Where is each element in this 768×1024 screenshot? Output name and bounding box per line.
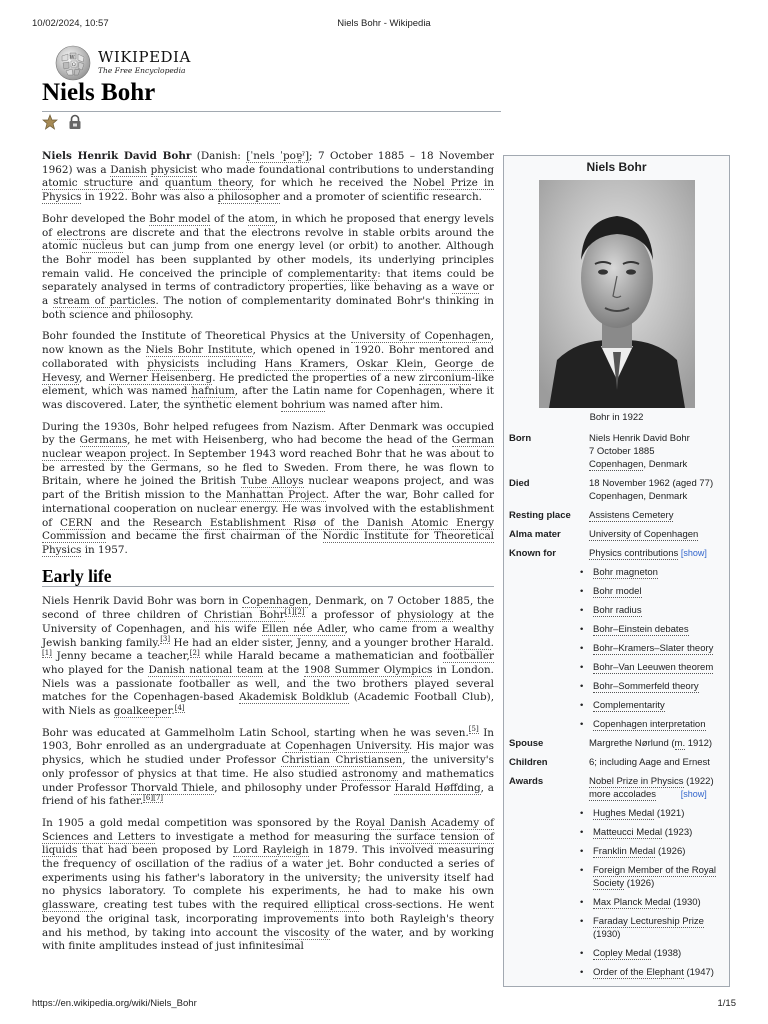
text: He had an elder sister, Jenny, and a younger brother bbox=[173, 636, 451, 649]
text: , Denmark bbox=[643, 459, 688, 470]
portrait-photo[interactable] bbox=[539, 180, 695, 408]
list-item bbox=[507, 563, 726, 582]
text: who made foundational contributions to understanding bbox=[200, 163, 494, 176]
link-cern[interactable]: CERN bbox=[60, 516, 93, 529]
award-year: (1926) bbox=[624, 878, 655, 889]
infobox-row-children bbox=[507, 753, 726, 772]
article-subject: Niels Henrik David Bohr bbox=[42, 150, 192, 162]
print-footer bbox=[32, 998, 736, 1012]
page-number: 1/15 bbox=[717, 998, 736, 1009]
link-physicist[interactable]: physicist bbox=[150, 163, 198, 176]
birth-date: 7 October 1885 bbox=[589, 446, 655, 457]
award-year: (1926) bbox=[655, 846, 686, 857]
death-place: Copenhagen, Denmark bbox=[589, 491, 688, 502]
portrait-caption: Bohr in 1922 bbox=[589, 412, 644, 423]
show-toggle[interactable]: [show] bbox=[680, 548, 707, 558]
spouse-name: Margrethe Nørlund bbox=[589, 738, 669, 749]
link-complementarity[interactable]: complementarity bbox=[287, 267, 378, 280]
link-known-item[interactable]: Bohr–Van Leeuwen theorem bbox=[593, 662, 714, 673]
lead-paragraph bbox=[42, 150, 494, 205]
text: During the 1930s, Bohr helped refugees from Nazism. After Denmark was occupied by the bbox=[42, 420, 494, 447]
known-for-list bbox=[507, 563, 726, 734]
list-item bbox=[507, 861, 726, 893]
link-surface-tension[interactable]: surface tension of liquids bbox=[42, 830, 494, 857]
text: , for which he received the bbox=[250, 177, 407, 190]
infobox-title: Niels Bohr bbox=[586, 160, 647, 174]
paragraph bbox=[42, 421, 494, 558]
link-copenhagen[interactable]: Copenhagen bbox=[589, 459, 644, 470]
known-label: Known for bbox=[509, 548, 556, 559]
text: , he met with Heisenberg, who had become the head of the bbox=[127, 434, 448, 447]
link-university-of-copenhagen[interactable]: University of Copenhagen bbox=[589, 529, 699, 540]
paragraph bbox=[42, 817, 494, 954]
award-year: (1930) bbox=[670, 897, 701, 908]
born-label: Born bbox=[509, 433, 532, 444]
link-harald[interactable]: Harald bbox=[454, 636, 491, 649]
link-niels-bohr-institute[interactable]: Niels Bohr Institute bbox=[145, 344, 253, 357]
link-1908-olympics[interactable]: 1908 Summer Olympics bbox=[303, 663, 433, 676]
text: , which opened in 1920. Bohr mentored and collaborated with bbox=[42, 344, 495, 370]
link-nordita[interactable]: Nordic Institute for Theoretical Physics bbox=[42, 530, 494, 556]
link-award[interactable]: Hughes Medal bbox=[593, 808, 655, 819]
list-item bbox=[507, 658, 726, 677]
death-date: 18 November 1962 (aged 77) bbox=[589, 478, 714, 489]
link-stream-of-particles[interactable]: stream of particles bbox=[53, 295, 156, 308]
text: 1912) bbox=[685, 738, 713, 749]
link-copenhagen[interactable]: Copenhagen bbox=[242, 595, 309, 608]
link-viscosity[interactable]: viscosity bbox=[284, 926, 330, 939]
text: , Denmark, on 7 October 1885, the second of three children of bbox=[42, 595, 494, 622]
print-header bbox=[32, 18, 736, 32]
link-footballer[interactable]: footballer bbox=[442, 650, 495, 663]
link-award[interactable]: Franklin Medal bbox=[593, 846, 656, 857]
article-badges bbox=[42, 114, 87, 130]
link-known-item[interactable]: Bohr radius bbox=[593, 605, 642, 616]
list-item bbox=[507, 715, 726, 734]
text: , a friend of his father. bbox=[42, 781, 494, 808]
lock-icon[interactable] bbox=[67, 114, 83, 130]
text: at the bbox=[267, 663, 300, 676]
award-year: (1930) bbox=[593, 929, 621, 940]
link-known-item[interactable]: Copenhagen interpretation bbox=[593, 719, 706, 730]
link-harald-hoffding[interactable]: Harald Høffding bbox=[394, 781, 481, 794]
birth-name: Niels Henrik David Bohr bbox=[589, 433, 690, 444]
link-nucleus[interactable]: nucleus bbox=[82, 240, 124, 253]
link-ellen-adler[interactable]: Ellen née Adler bbox=[261, 622, 345, 635]
text: . bbox=[171, 705, 175, 718]
text: . In September 1943 word reached Bohr that he was about to be arrested by the Germans, so he fled to Sweden. From there, he was flown to Britain, where he joined the British bbox=[42, 448, 494, 488]
list-item bbox=[507, 582, 726, 601]
link-wave[interactable]: wave bbox=[451, 281, 479, 294]
text: at the University of Copenhagen, and his wife bbox=[42, 609, 494, 635]
link-university-of-copenhagen[interactable]: University of Copenhagen bbox=[350, 330, 491, 343]
link-christian-bohr[interactable]: Christian Bohr bbox=[203, 609, 285, 622]
link-nobel-prize[interactable]: Nobel Prize in Physics bbox=[42, 177, 495, 204]
link-known-item[interactable]: Bohr magneton bbox=[593, 567, 658, 578]
link-royal-danish-academy[interactable]: Royal Danish Academy of Sciences and Letters bbox=[42, 816, 494, 843]
link-werner-heisenberg[interactable]: Werner Heisenberg bbox=[108, 371, 213, 384]
link-atom[interactable]: atom bbox=[248, 212, 275, 225]
text: in London. Niels was a passionate footballer as well, and the two brothers played several matches for the Copenhagen-based bbox=[42, 663, 494, 704]
infobox-row-spouse bbox=[507, 734, 726, 753]
text: , now known as the bbox=[42, 330, 494, 357]
link-akademisk-boldklub[interactable]: Akademisk Boldklub bbox=[239, 691, 349, 704]
list-item bbox=[507, 963, 726, 982]
link-known-item[interactable]: Bohr–Kramers–Slater theory bbox=[593, 643, 714, 654]
link-bohr-model[interactable]: Bohr model bbox=[149, 212, 211, 225]
list-item bbox=[507, 639, 726, 658]
link-elliptical[interactable]: elliptical bbox=[313, 899, 360, 912]
link-astronomy[interactable]: astronomy bbox=[342, 767, 398, 780]
text: are discrete and that the electrons revolve in stable orbits around the atomic bbox=[42, 226, 494, 253]
text: , and bbox=[79, 371, 106, 384]
link-physicists[interactable]: physicists bbox=[147, 357, 200, 370]
text: Bohr was educated at Gammelholm Latin School, starting when he was seven. bbox=[42, 726, 469, 739]
link-copenhagen-university[interactable]: Copenhagen University bbox=[285, 740, 409, 753]
link-german-nuclear-weapon-project[interactable]: German nuclear weapon project bbox=[42, 434, 494, 461]
infobox-row-alma-mater bbox=[507, 525, 726, 544]
children-label: Children bbox=[509, 757, 548, 768]
list-item bbox=[507, 944, 726, 963]
link-quantum-theory[interactable]: quantum theory bbox=[164, 177, 251, 190]
text: of the bbox=[214, 212, 245, 225]
citation[interactable]: [1] bbox=[42, 648, 52, 657]
text: Bohr founded the Institute of Theoretical Physics at the bbox=[42, 330, 347, 343]
text: -like element, which was named bbox=[42, 371, 494, 398]
link-philosopher[interactable]: philosopher bbox=[217, 191, 280, 204]
featured-star-icon[interactable] bbox=[42, 114, 58, 130]
awards-list bbox=[507, 804, 726, 982]
resting-label: Resting place bbox=[509, 510, 571, 521]
text: and a promoter of scientific research. bbox=[283, 191, 482, 204]
link-thorvald-thiele[interactable]: Thorvald Thiele bbox=[130, 781, 215, 794]
text: . After the war, Bohr called for international cooperation on nuclear energy. He was involved with the establishment of bbox=[42, 489, 494, 529]
text: Bohr developed the bbox=[42, 212, 146, 225]
alma-label: Alma mater bbox=[509, 529, 561, 540]
text: and bbox=[139, 177, 159, 190]
link-glassware[interactable]: glassware bbox=[42, 899, 96, 912]
text: (Danish: bbox=[196, 150, 241, 162]
infobox-row-born bbox=[507, 429, 726, 474]
text: and became the first chairman of the bbox=[111, 530, 318, 543]
link-george-de-hevesy[interactable]: George de Hevesy bbox=[42, 357, 495, 384]
link-physics-contributions[interactable]: Physics contributions bbox=[589, 548, 679, 559]
citation[interactable]: [5] bbox=[468, 725, 479, 734]
link-zirconium[interactable]: zirconium bbox=[418, 371, 472, 384]
text: nuclear weapons project, and was part of the British mission to the bbox=[42, 475, 494, 502]
link-award[interactable]: Faraday Lectureship Prize bbox=[593, 916, 704, 927]
link-bohrium[interactable]: bohrium bbox=[281, 398, 326, 411]
wikipedia-wordmark: WIKIPEDIA bbox=[98, 48, 191, 66]
text: a professor of bbox=[311, 609, 391, 622]
text: Niels Henrik David Bohr was born in bbox=[42, 595, 239, 608]
link-tube-alloys[interactable]: Tube Alloys bbox=[240, 475, 304, 488]
link-christian-christiansen[interactable]: Christian Christiansen bbox=[281, 754, 403, 767]
title-divider bbox=[42, 111, 501, 112]
link-manhattan-project[interactable]: Manhattan Project bbox=[225, 489, 326, 502]
text: and the bbox=[100, 516, 145, 529]
link-germans[interactable]: Germans bbox=[79, 434, 128, 447]
link-award[interactable]: Copley Medal bbox=[593, 948, 652, 959]
infobox-row-resting-place bbox=[507, 506, 726, 525]
text: cross-sections. He went beyond the original task, incorporating improvements into both Rayleigh's theory and his method, by taking into account the bbox=[42, 899, 495, 939]
list-item bbox=[507, 696, 726, 715]
text: , after the Latin name for Copenhagen, where it was discovered. Later, the synthetic element bbox=[42, 385, 494, 411]
text: and mathematics under Professor bbox=[42, 767, 494, 794]
citation[interactable]: [6][7] bbox=[143, 793, 164, 802]
paragraph bbox=[42, 213, 494, 323]
text: In 1903, Bohr enrolled as an undergraduate at bbox=[42, 726, 494, 753]
text: . His major was physics, which he studied under Professor bbox=[42, 740, 494, 767]
ipa-link[interactable]: [ˈnels ˈpoɐ̯ˀ] bbox=[246, 150, 310, 162]
wikipedia-tagline: The Free Encyclopedia bbox=[98, 66, 186, 75]
text: , bbox=[345, 357, 349, 370]
list-item bbox=[507, 601, 726, 620]
svg-text:W: W bbox=[69, 54, 75, 61]
text: was named after him. bbox=[328, 398, 444, 411]
citation[interactable]: [3] bbox=[160, 635, 171, 644]
link-physiology[interactable]: physiology bbox=[397, 609, 454, 622]
text: that had been proposed by bbox=[81, 844, 229, 857]
text: : that items could be separately analysed in terms of contradictory properties, like behaving as a bbox=[42, 267, 494, 294]
link-danish[interactable]: Danish bbox=[110, 163, 147, 176]
text: while Harald became a mathematician and bbox=[204, 650, 439, 663]
text: who played for the bbox=[42, 663, 145, 676]
link-award[interactable]: Order of the Elephant bbox=[593, 967, 684, 978]
link-known-item[interactable]: Bohr–Sommerfeld theory bbox=[593, 681, 699, 692]
link-electrons[interactable]: electrons bbox=[56, 226, 106, 239]
died-label: Died bbox=[509, 478, 530, 489]
text: ; 7 October 1885 – 18 November 1962) was a bbox=[42, 150, 494, 176]
list-item bbox=[507, 912, 726, 944]
text: in 1879. This involved measuring the frequency of oscillation of the radius of a water jet. Bohr conducted a series of experiments using his father's laboratory in the university; the university itself had no physics laboratory. To complete his experiments, he had to make his own bbox=[42, 844, 494, 898]
list-item bbox=[507, 893, 726, 912]
text: . The notion of complementarity dominated Bohr's thinking in both science and philosophy. bbox=[42, 295, 494, 321]
link-known-item[interactable]: Bohr–Einstein debates bbox=[593, 624, 689, 635]
award-year: (1923) bbox=[662, 827, 693, 838]
page-url: https://en.wikipedia.org/wiki/Niels_Bohr bbox=[32, 998, 197, 1009]
show-toggle[interactable]: [show] bbox=[680, 789, 707, 799]
text: (Academic Football Club), with Niels as bbox=[42, 691, 495, 718]
link-award[interactable]: Matteucci Medal bbox=[593, 827, 663, 838]
text: , creating test tubes with the required bbox=[95, 899, 309, 912]
infobox bbox=[503, 155, 730, 987]
text: , the university's only professor of physics at that time. He also studied bbox=[42, 754, 494, 780]
text: (1922) bbox=[683, 776, 714, 787]
paragraph bbox=[42, 330, 494, 412]
print-date: 10/02/2024, 10:57 bbox=[32, 18, 109, 29]
page-title: Niels Bohr bbox=[42, 79, 156, 106]
link-assistens-cemetery[interactable]: Assistens Cemetery bbox=[589, 510, 674, 521]
married-abbr[interactable]: m. bbox=[674, 738, 686, 749]
award-year: (1947) bbox=[683, 967, 714, 978]
text: Jenny became a teacher, bbox=[56, 650, 190, 663]
link-nobel-prize[interactable]: Nobel Prize in Physics bbox=[589, 776, 684, 787]
citation[interactable]: [4] bbox=[174, 703, 185, 712]
list-item bbox=[507, 804, 726, 823]
text: . He predicted the properties of a new bbox=[212, 371, 416, 384]
text: in 1922. Bohr was also a bbox=[84, 191, 215, 204]
text: of the water, and by working with finite amplitudes instead of just infinitesimal bbox=[42, 926, 494, 953]
section-heading-early-life: Early life bbox=[42, 570, 494, 588]
birth-place bbox=[589, 458, 726, 471]
text: in 1957. bbox=[84, 543, 128, 556]
infobox-row-died bbox=[507, 474, 726, 506]
list-item bbox=[507, 620, 726, 639]
text: or a bbox=[42, 281, 494, 308]
born-value bbox=[589, 432, 726, 471]
print-title: Niels Bohr - Wikipedia bbox=[337, 18, 431, 29]
awards-label: Awards bbox=[509, 776, 544, 787]
link-danish-national-team[interactable]: Danish national team bbox=[148, 663, 264, 676]
text: but can jump from one energy level (or orbit) to another. Although the Bohr model has been supplanted by other models, its underlying principles remain valid. He conceived the principle of bbox=[42, 240, 494, 280]
paragraph bbox=[42, 595, 494, 718]
text: , bbox=[423, 357, 427, 370]
link-known-item[interactable]: Complementarity bbox=[593, 700, 665, 711]
link-goalkeeper[interactable]: goalkeeper bbox=[113, 705, 172, 718]
text: , in which he proposed that energy levels of bbox=[42, 212, 494, 239]
paragraph bbox=[42, 727, 494, 809]
citation[interactable]: [1][2] bbox=[284, 607, 305, 616]
infobox-row-known-for bbox=[507, 544, 726, 563]
link-lord-rayleigh[interactable]: Lord Rayleigh bbox=[233, 844, 309, 857]
list-item bbox=[507, 677, 726, 696]
link-hans-kramers[interactable]: Hans Kramers bbox=[264, 357, 346, 370]
link-hafnium[interactable]: hafnium bbox=[191, 385, 235, 398]
list-item bbox=[507, 823, 726, 842]
text: In 1905 a gold medal competition was sponsored by the bbox=[42, 816, 351, 829]
citation[interactable]: [2] bbox=[189, 648, 200, 657]
list-item bbox=[507, 842, 726, 861]
link-award[interactable]: Max Planck Medal bbox=[593, 897, 671, 908]
wikipedia-globe-icon bbox=[54, 44, 92, 82]
link-award[interactable]: Foreign Member of the Royal Society bbox=[593, 865, 717, 889]
spouse-label: Spouse bbox=[509, 738, 544, 749]
text: , and philosophy under Professor bbox=[214, 781, 391, 794]
article-body bbox=[42, 150, 494, 962]
text: to investigate a method for measuring the bbox=[160, 830, 392, 843]
children-value: 6; including Aage and Ernest bbox=[589, 757, 710, 768]
link-more-accolades[interactable]: more accolades bbox=[589, 789, 657, 800]
svg-text:Ω: Ω bbox=[72, 63, 76, 68]
award-year: (1938) bbox=[651, 948, 682, 959]
link-riso[interactable]: Research Establishment Risø of the Danish Atomic Energy Commission bbox=[42, 516, 495, 543]
link-known-item[interactable]: Bohr model bbox=[593, 586, 642, 597]
link-atomic-structure[interactable]: atomic structure bbox=[42, 177, 133, 190]
infobox-row-awards bbox=[507, 772, 726, 804]
text: including bbox=[207, 357, 257, 370]
text: . bbox=[490, 636, 494, 649]
text: , who came from a wealthy Jewish banking family. bbox=[42, 622, 494, 649]
link-oskar-klein[interactable]: Oskar Klein bbox=[356, 357, 424, 370]
award-year: (1921) bbox=[654, 808, 685, 819]
text: ( bbox=[671, 738, 675, 749]
died-value bbox=[589, 477, 726, 503]
